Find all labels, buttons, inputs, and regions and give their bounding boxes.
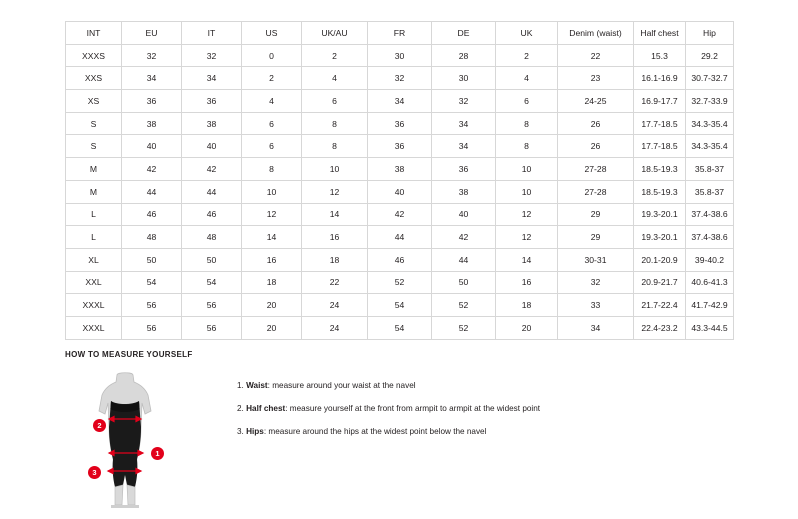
column-header: UK/AU [302, 22, 368, 45]
cell: 39-40.2 [686, 248, 734, 271]
table-row [66, 316, 734, 339]
cell: 34.3-35.4 [686, 135, 734, 158]
cell: 16.9-17.7 [634, 90, 686, 113]
cell: 21.7-22.4 [634, 294, 686, 317]
cell: 14 [302, 203, 368, 226]
cell: 52 [432, 316, 496, 339]
cell: 38 [432, 180, 496, 203]
cell: XXS [66, 67, 122, 90]
cell: 26 [558, 135, 634, 158]
column-header: Half chest [634, 22, 686, 45]
cell: 2 [302, 44, 368, 67]
table-row [66, 180, 734, 203]
column-header: Denim (waist) [558, 22, 634, 45]
cell: L [66, 203, 122, 226]
column-header: UK [496, 22, 558, 45]
table-row [66, 90, 734, 113]
cell: 38 [368, 158, 432, 181]
cell: 30 [432, 67, 496, 90]
cell: 46 [122, 203, 182, 226]
cell: 40 [432, 203, 496, 226]
step-number: 2. [237, 403, 247, 413]
table-header-row [66, 22, 734, 45]
cell: XXXL [66, 294, 122, 317]
cell: 54 [368, 294, 432, 317]
measure-point-1-badge: 1 [151, 447, 164, 460]
cell: 43.3-44.5 [686, 316, 734, 339]
cell: 20 [496, 316, 558, 339]
how-to-measure-title: HOW TO MEASURE YOURSELF [65, 350, 193, 359]
cell: 8 [302, 112, 368, 135]
cell: 4 [242, 90, 302, 113]
cell: 16 [242, 248, 302, 271]
cell: 32 [182, 44, 242, 67]
column-header: EU [122, 22, 182, 45]
cell: 27-28 [558, 158, 634, 181]
measure-steps-list [237, 381, 540, 450]
cell: 2 [496, 44, 558, 67]
cell: 24-25 [558, 90, 634, 113]
cell: 29 [558, 226, 634, 249]
cell: 34 [558, 316, 634, 339]
cell: 20 [242, 316, 302, 339]
measure-step-half-chest [237, 404, 540, 414]
cell: 22 [558, 44, 634, 67]
cell: 54 [122, 271, 182, 294]
cell: 14 [242, 226, 302, 249]
cell: 50 [122, 248, 182, 271]
cell: 22.4-23.2 [634, 316, 686, 339]
cell: 24 [302, 316, 368, 339]
cell: 4 [496, 67, 558, 90]
step-term: Hips [246, 426, 264, 436]
cell: 17.7-18.5 [634, 112, 686, 135]
column-header: INT [66, 22, 122, 45]
cell: 20.1-20.9 [634, 248, 686, 271]
cell: 36 [368, 112, 432, 135]
cell: 48 [182, 226, 242, 249]
cell: 36 [122, 90, 182, 113]
cell: 32 [122, 44, 182, 67]
cell: 50 [432, 271, 496, 294]
cell: 18 [302, 248, 368, 271]
cell: 20.9-21.7 [634, 271, 686, 294]
table-row [66, 112, 734, 135]
cell: 15.3 [634, 44, 686, 67]
cell: 40 [122, 135, 182, 158]
cell: 54 [368, 316, 432, 339]
table-row [66, 67, 734, 90]
cell: S [66, 135, 122, 158]
cell: 0 [242, 44, 302, 67]
measure-step-waist [237, 381, 540, 391]
cell: 38 [182, 112, 242, 135]
cell: 27-28 [558, 180, 634, 203]
cell: 10 [496, 180, 558, 203]
cell: 34 [432, 135, 496, 158]
cell: 36 [368, 135, 432, 158]
cell: 14 [496, 248, 558, 271]
cell: 38 [122, 112, 182, 135]
cell: 12 [302, 180, 368, 203]
cell: 24 [302, 294, 368, 317]
table-row [66, 226, 734, 249]
cell: 33 [558, 294, 634, 317]
table-row [66, 271, 734, 294]
cell: 32 [368, 67, 432, 90]
cell: 4 [302, 67, 368, 90]
table-row [66, 135, 734, 158]
cell: 26 [558, 112, 634, 135]
step-term: Half chest [246, 403, 286, 413]
cell: 42 [368, 203, 432, 226]
step-number: 1. [237, 381, 247, 390]
cell: 41.7-42.9 [686, 294, 734, 317]
cell: 16.1-16.9 [634, 67, 686, 90]
cell: M [66, 180, 122, 203]
cell: 23 [558, 67, 634, 90]
cell: L [66, 226, 122, 249]
cell: 30-31 [558, 248, 634, 271]
cell: 46 [182, 203, 242, 226]
cell: 30.7-32.7 [686, 67, 734, 90]
cell: 52 [368, 271, 432, 294]
cell: 19.3-20.1 [634, 203, 686, 226]
column-header: FR [368, 22, 432, 45]
cell: S [66, 112, 122, 135]
cell: 56 [182, 316, 242, 339]
cell: 56 [182, 294, 242, 317]
cell: 36 [182, 90, 242, 113]
cell: 18.5-19.3 [634, 180, 686, 203]
cell: 16 [302, 226, 368, 249]
cell: 30 [368, 44, 432, 67]
cell: 6 [496, 90, 558, 113]
cell: 17.7-18.5 [634, 135, 686, 158]
table-row [66, 158, 734, 181]
cell: 48 [122, 226, 182, 249]
cell: 34.3-35.4 [686, 112, 734, 135]
cell: XXXS [66, 44, 122, 67]
cell: 42 [182, 158, 242, 181]
measure-point-2-badge: 2 [93, 419, 106, 432]
cell: 28 [432, 44, 496, 67]
cell: M [66, 158, 122, 181]
cell: XL [66, 248, 122, 271]
step-text: : measure around the hips at the widest point below the navel [263, 426, 487, 436]
cell: 50 [182, 248, 242, 271]
cell: 54 [182, 271, 242, 294]
cell: 8 [496, 112, 558, 135]
cell: 44 [368, 226, 432, 249]
cell: 34 [432, 112, 496, 135]
cell: 42 [122, 158, 182, 181]
mannequin-figure [65, 371, 185, 511]
cell: 44 [122, 180, 182, 203]
column-header: IT [182, 22, 242, 45]
measure-step-hips [237, 427, 540, 437]
cell: 6 [302, 90, 368, 113]
how-to-measure-section [65, 350, 765, 511]
cell: 52 [432, 294, 496, 317]
measure-point-3-badge: 3 [88, 466, 101, 479]
cell: 18.5-19.3 [634, 158, 686, 181]
column-header: DE [432, 22, 496, 45]
cell: 40 [368, 180, 432, 203]
cell: 44 [432, 248, 496, 271]
cell: 18 [242, 271, 302, 294]
cell: 37.4-38.6 [686, 226, 734, 249]
cell: 36 [432, 158, 496, 181]
cell: XXL [66, 271, 122, 294]
cell: XS [66, 90, 122, 113]
cell: 6 [242, 135, 302, 158]
cell: 35.8-37 [686, 180, 734, 203]
cell: 56 [122, 316, 182, 339]
step-text: : measure yourself at the front from armpit to armpit at the widest point [285, 403, 541, 413]
cell: 6 [242, 112, 302, 135]
cell: 8 [496, 135, 558, 158]
cell: 32 [558, 271, 634, 294]
step-number: 3. [237, 426, 247, 436]
cell: 10 [242, 180, 302, 203]
cell: 34 [368, 90, 432, 113]
cell: 34 [182, 67, 242, 90]
cell: 32.7-33.9 [686, 90, 734, 113]
table-row [66, 294, 734, 317]
cell: 29.2 [686, 44, 734, 67]
size-chart-table [65, 21, 734, 340]
cell: 20 [242, 294, 302, 317]
step-term: Waist [246, 381, 268, 390]
table-row [66, 44, 734, 67]
cell: XXXL [66, 316, 122, 339]
cell: 42 [432, 226, 496, 249]
cell: 12 [242, 203, 302, 226]
cell: 8 [242, 158, 302, 181]
cell: 37.4-38.6 [686, 203, 734, 226]
cell: 22 [302, 271, 368, 294]
table-row [66, 203, 734, 226]
cell: 32 [432, 90, 496, 113]
cell: 16 [496, 271, 558, 294]
mannequin-illustration [65, 371, 185, 511]
cell: 35.8-37 [686, 158, 734, 181]
size-chart-container [65, 21, 733, 340]
cell: 8 [302, 135, 368, 158]
cell: 46 [368, 248, 432, 271]
cell: 12 [496, 226, 558, 249]
step-text: : measure around your waist at the navel [267, 381, 416, 390]
cell: 18 [496, 294, 558, 317]
cell: 44 [182, 180, 242, 203]
cell: 10 [496, 158, 558, 181]
cell: 12 [496, 203, 558, 226]
cell: 10 [302, 158, 368, 181]
column-header: US [242, 22, 302, 45]
table-row [66, 248, 734, 271]
cell: 56 [122, 294, 182, 317]
cell: 40.6-41.3 [686, 271, 734, 294]
column-header: Hip [686, 22, 734, 45]
how-to-measure-body [65, 371, 765, 511]
cell: 40 [182, 135, 242, 158]
cell: 34 [122, 67, 182, 90]
cell: 2 [242, 67, 302, 90]
cell: 19.3-20.1 [634, 226, 686, 249]
cell: 29 [558, 203, 634, 226]
